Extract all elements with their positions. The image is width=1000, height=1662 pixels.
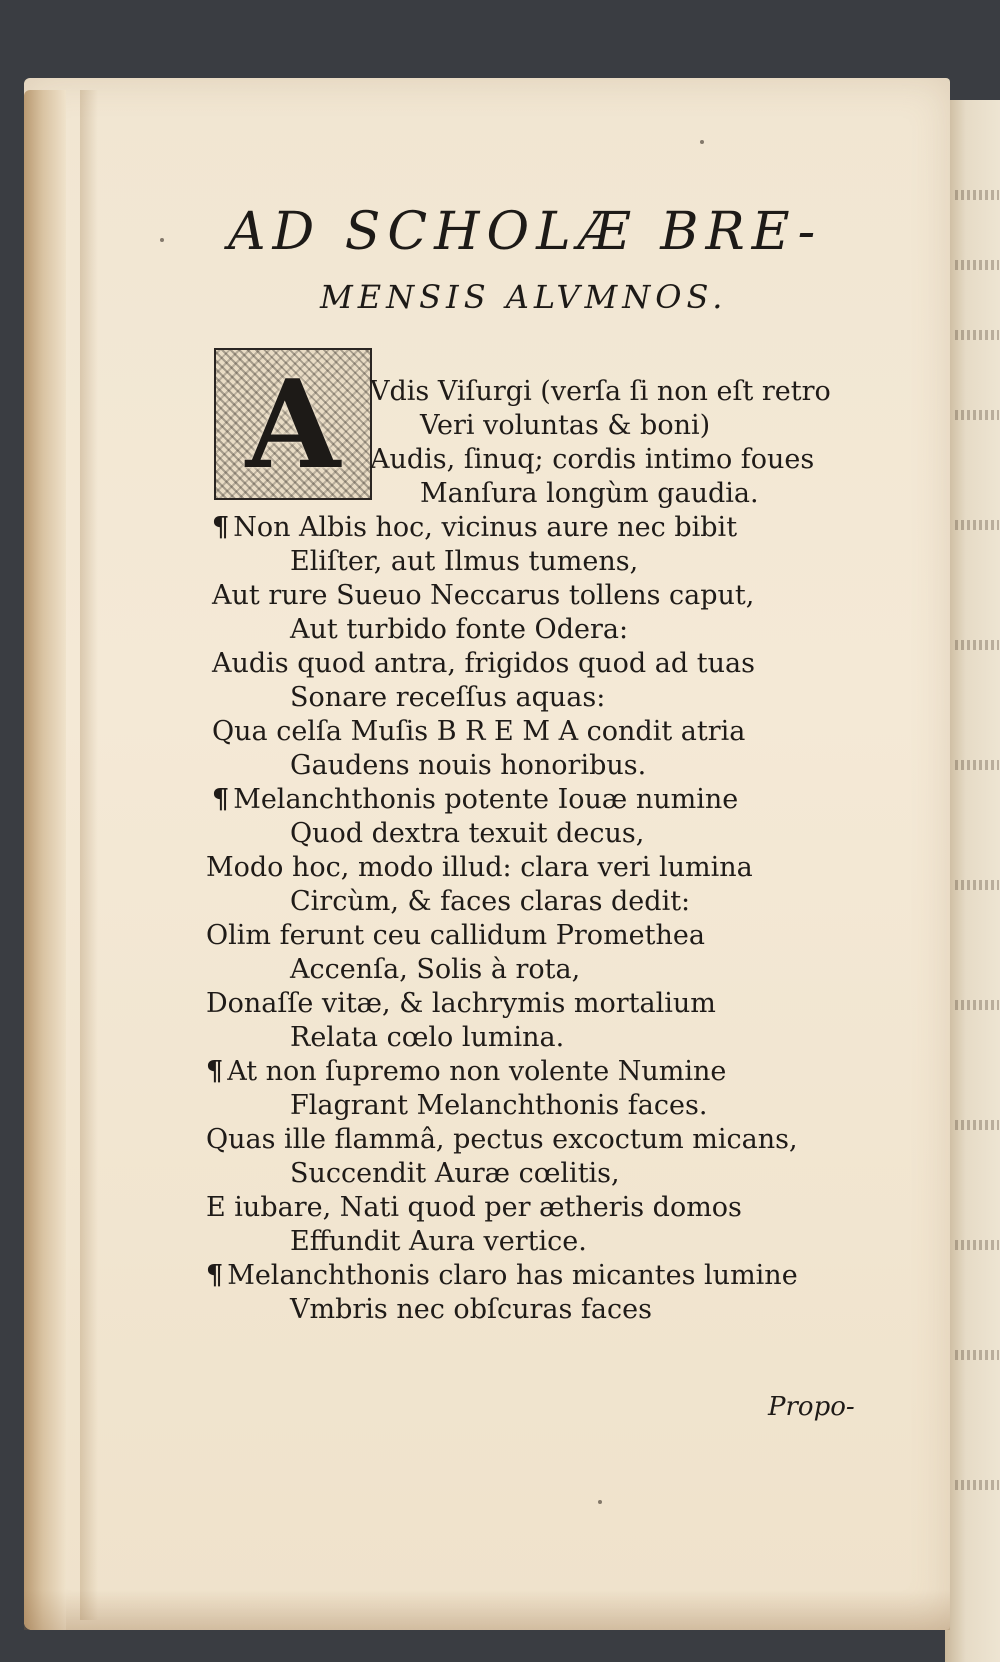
verse-line	[212, 718, 745, 745]
verse-line	[212, 514, 737, 541]
verse-text: Vdis Viſurgi (verſa ſi non eſt retro	[370, 376, 831, 407]
verse-line	[206, 990, 716, 1017]
verse-text: Manſura longùm gaudia.	[420, 478, 759, 509]
verse-line	[212, 786, 738, 813]
decorated-initial	[214, 348, 372, 500]
page-fold-shadow	[80, 90, 98, 1620]
verse-text: Aut rure Sueuo Neccarus tollens caput,	[212, 580, 755, 611]
verse-line	[290, 1228, 587, 1255]
verse-text: Non Albis hoc, vicinus aure nec bibit	[233, 512, 738, 543]
verse-line	[290, 548, 638, 575]
verse-line	[420, 480, 759, 507]
verse-line	[206, 922, 705, 949]
verse-text: Vmbris nec obſcuras faces	[290, 1294, 652, 1325]
verse-text: Accenſa, Solis à rota,	[290, 954, 581, 985]
verse-text: Veri voluntas & boni)	[420, 410, 711, 441]
verse-line	[206, 854, 753, 881]
verse-text: Modo hoc, modo illud: clara veri lumina	[206, 852, 753, 883]
initial-letter: A	[245, 352, 341, 496]
verse-line	[290, 616, 628, 643]
verse-text: Flagrant Melanchthonis faces.	[290, 1090, 708, 1121]
verse-text: Audis, ſinuq; cordis intimo foues	[370, 444, 815, 475]
verse-text: Effundit Aura vertice.	[290, 1226, 587, 1257]
pilcrow-mark: ¶	[212, 512, 230, 543]
verse-line	[290, 888, 690, 915]
pilcrow-mark: ¶	[206, 1260, 224, 1291]
verse-line	[290, 1296, 652, 1323]
verse-line	[212, 650, 755, 677]
verse-line	[290, 1092, 707, 1119]
verse-line	[206, 1058, 726, 1085]
verse-text: Succendit Auræ cœlitis,	[290, 1158, 620, 1189]
verse-line	[206, 1126, 798, 1153]
verse-text: At non ſupremo non volente Numine	[227, 1056, 727, 1087]
verse-line	[206, 1194, 742, 1221]
verse-text: Circùm, & faces claras dedit:	[290, 886, 691, 917]
verse-text: Quas ille flammâ, pectus excoctum micans,	[206, 1124, 798, 1155]
page-edge	[24, 90, 66, 1630]
verse-text: Quod dextra texuit decus,	[290, 818, 645, 849]
verse-line	[370, 446, 814, 473]
verse-text: Olim ferunt ceu callidum Promethea	[206, 920, 705, 951]
page-bottom-shadow	[24, 1590, 950, 1630]
pilcrow-mark: ¶	[206, 1056, 224, 1087]
facing-page-edge	[945, 100, 1000, 1662]
verse-text: Gaudens nouis honoribus.	[290, 750, 647, 781]
verse-line	[290, 956, 580, 983]
verse-text: Sonare receſſus aquas:	[290, 682, 606, 713]
pilcrow-mark: ¶	[212, 784, 230, 815]
verse-text: Melanchthonis claro has micantes lumine	[227, 1260, 798, 1291]
verse-line	[206, 1262, 798, 1289]
verse-line	[290, 684, 605, 711]
verse-text: Relata cœlo lumina.	[290, 1022, 565, 1053]
verse-line	[290, 1024, 564, 1051]
verse-text: Donaſſe vitæ, & lachrymis mortalium	[206, 988, 716, 1019]
catchword: Propo-	[768, 1392, 855, 1422]
page-subtitle: MENSIS ALVMNOS.	[320, 278, 728, 316]
verse-line	[290, 1160, 620, 1187]
verse-text: Aut turbido fonte Odera:	[290, 614, 629, 645]
verse-text: E iubare, Nati quod per ætheris domos	[206, 1192, 742, 1223]
verse-line	[290, 752, 646, 779]
verse-text: Melanchthonis potente Iouæ numine	[233, 784, 739, 815]
verse-text: Qua celſa Muſis B R E M A condit atria	[212, 716, 746, 747]
page-title: AD SCHOLÆ BRE-	[228, 202, 823, 262]
verse-line	[370, 378, 831, 405]
verse-text: Eliſter, aut Ilmus tumens,	[290, 546, 639, 577]
verse-line	[290, 820, 644, 847]
verse-line	[420, 412, 710, 439]
verse-line	[212, 582, 754, 609]
verse-text: Audis quod antra, frigidos quod ad tuas	[212, 648, 755, 679]
